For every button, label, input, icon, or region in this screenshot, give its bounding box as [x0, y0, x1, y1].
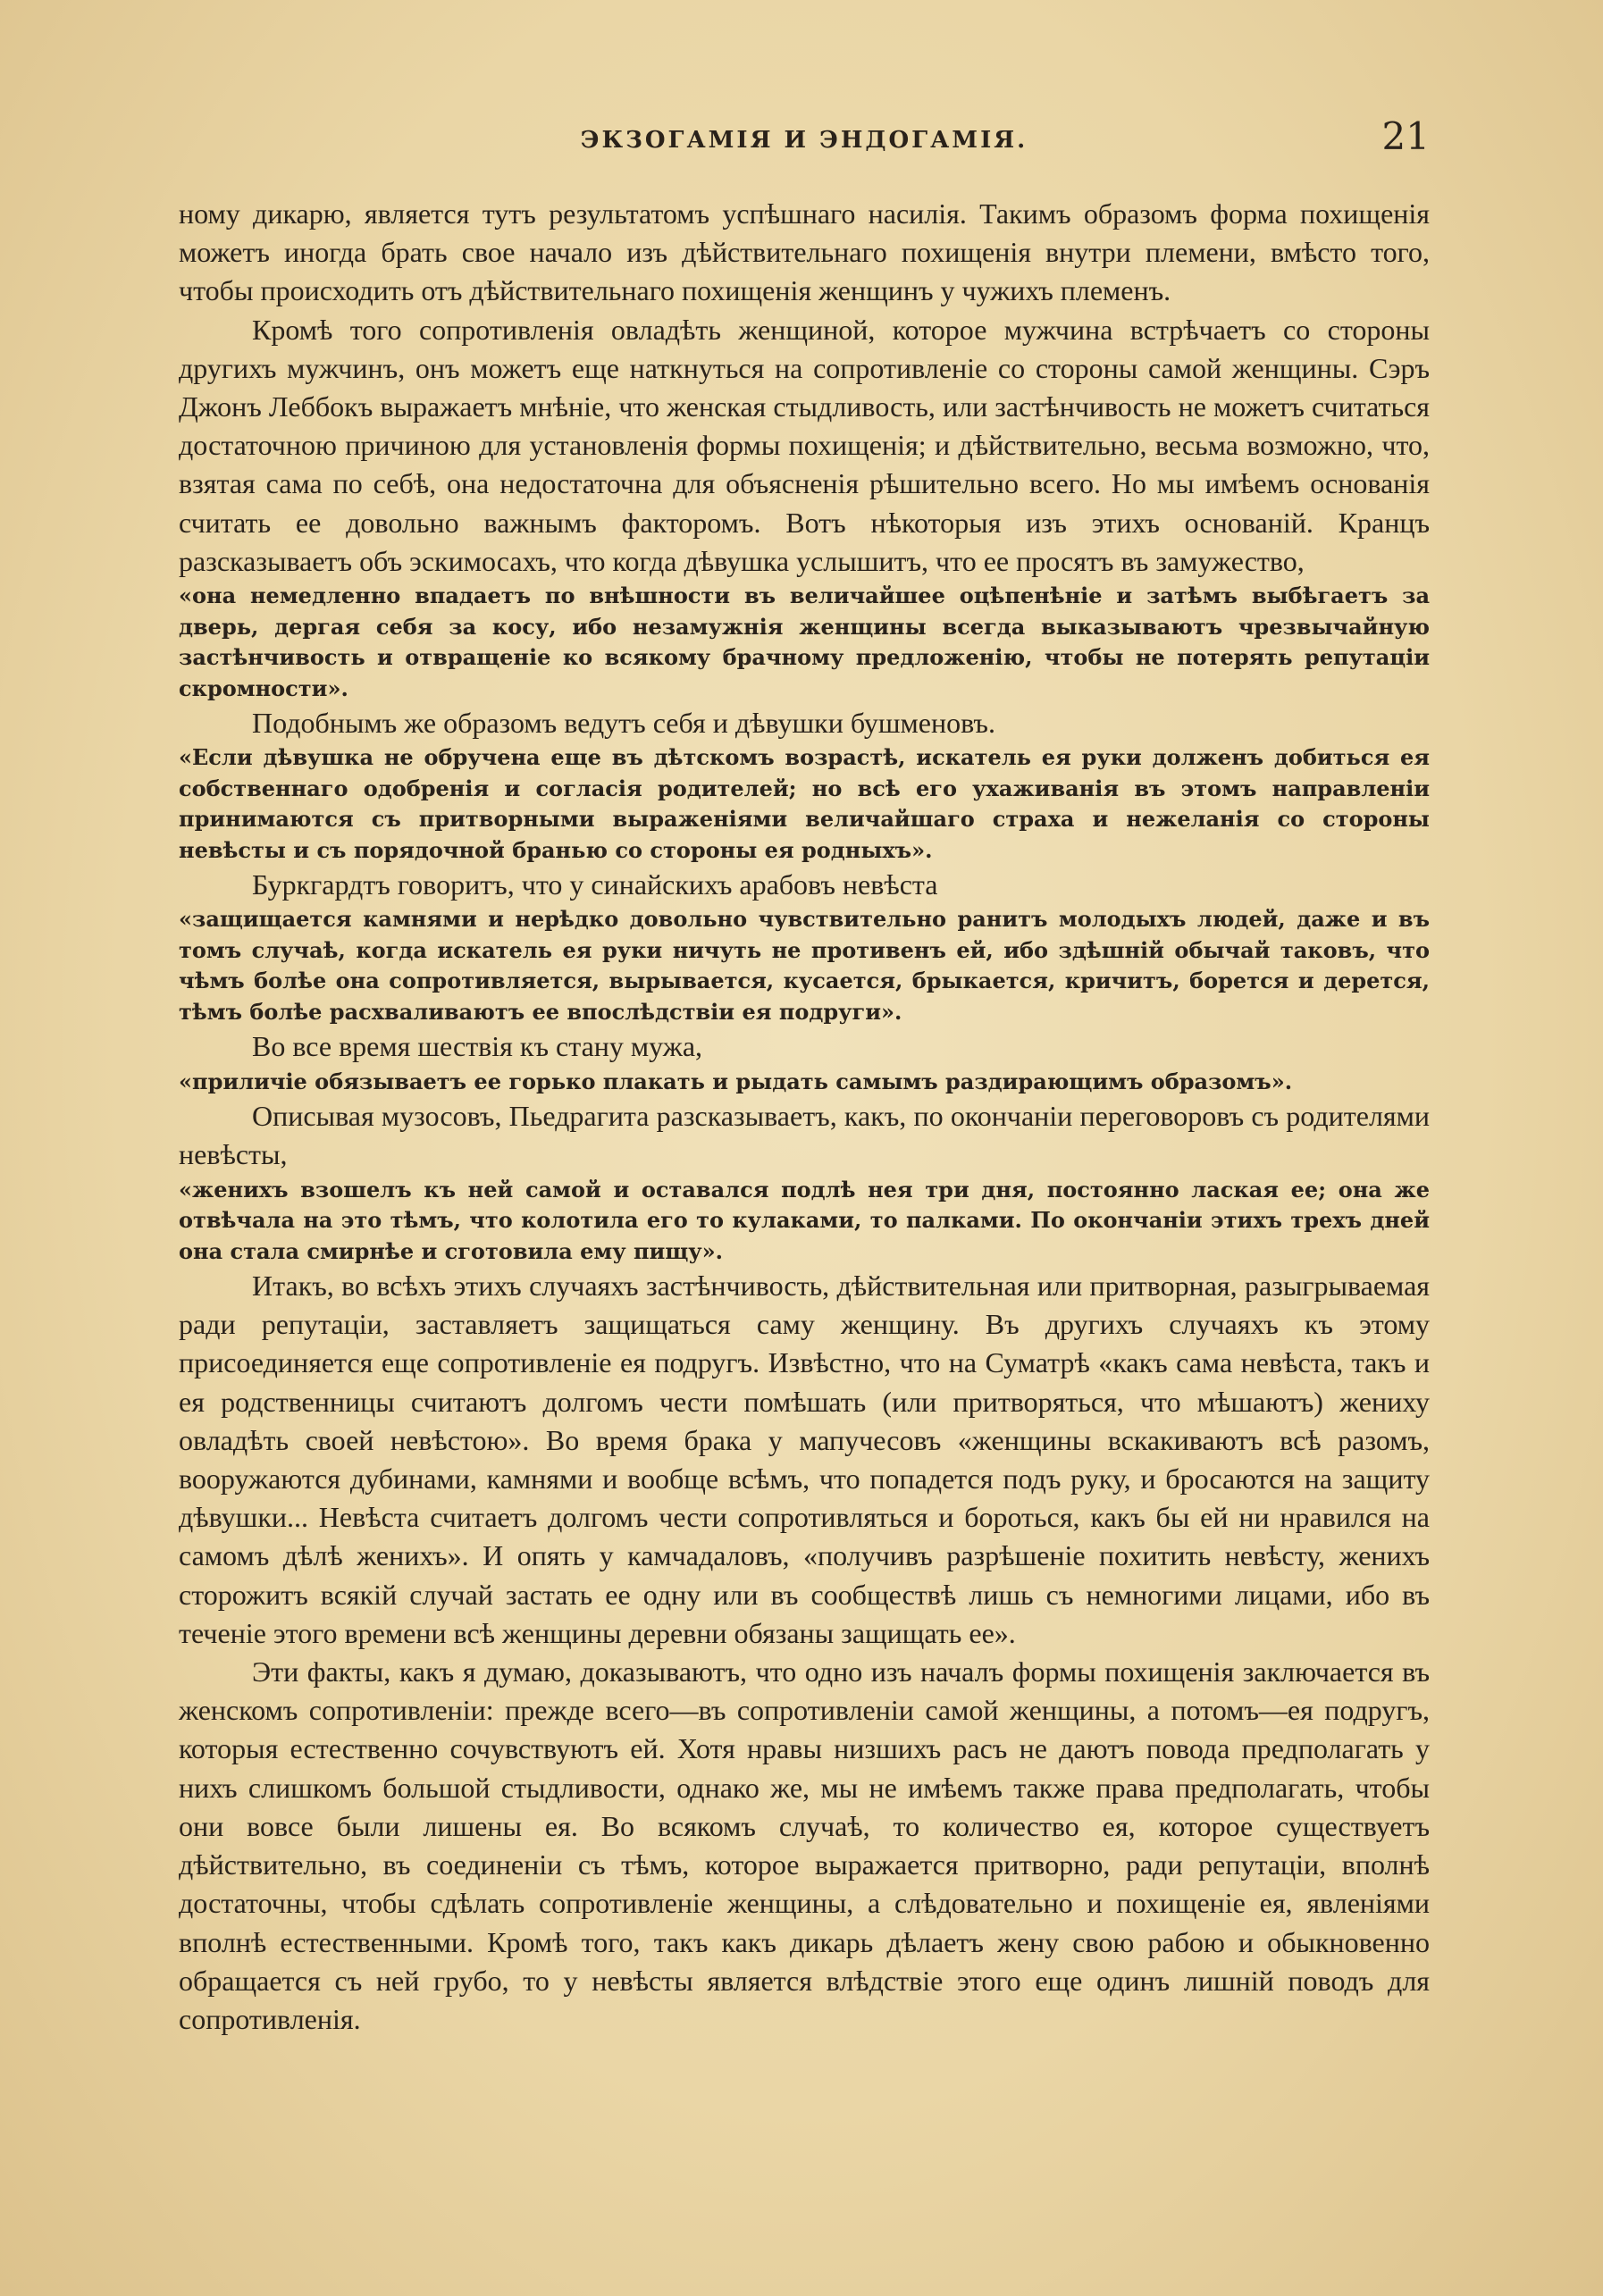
block-quote: «женихъ взошелъ къ ней самой и оставался подлѣ нея три дня, постоянно лаская ее; она же отвѣчала на это тѣмъ, что колотила его то кулаками, то палками. По окончаніи этихъ трехъ дней она стала смирнѣе и сготовила ему пищу». — [179, 1176, 1430, 1264]
paragraph: Эти факты, какъ я думаю, доказываютъ, что одно изъ началъ формы похищенія заключается въ женскомъ сопротивленіи: прежде всего—въ сопротивленіи самой женщины, а потомъ—ея подругъ, которыя естественно сочувствуютъ ей. Хотя нравы низшихъ расъ не даютъ повода предполагать у нихъ слишкомъ большой стыдливости, однако же, мы не имѣемъ также права предполагать, чтобы они вовсе были лишены ея. Во всякомъ случаѣ, то количество ея, которое существуетъ дѣйствительно, въ соединеніи съ тѣмъ, которое выражается притворно, ради репутаціи, вполнѣ достаточны, чтобы сдѣлать сопротивленіе женщины, а слѣдовательно и похищеніе ея, явленіями вполнѣ естественными. Кромѣ того, такъ какъ дикарь дѣлаетъ жену свою рабою и обыкновенно обращается съ ней грубо, то у невѣсты является влѣдствіе этого еще одинъ лишній поводъ для сопротивленія. — [179, 1655, 1430, 2035]
paragraph: ному дикарю, является тутъ результатомъ успѣшнаго насилія. Такимъ образомъ форма похищенія можетъ иногда брать свое начало изъ дѣйствительнаго похищенія внутри племени, вмѣсто того, чтобы происходить отъ дѣйствительнаго похищенія женщинъ у чужихъ племенъ. — [179, 197, 1430, 307]
paragraph: Итакъ, во всѣхъ этихъ случаяхъ застѣнчивость, дѣйствительная или притворная, разыгрываемая ради репутаціи, заставляетъ защищаться саму женщину. Въ другихъ случаяхъ къ этому присоединяется еще сопротивленіе ея подругъ. Извѣстно, что на Суматрѣ «какъ сама невѣста, такъ и ея родственницы считаютъ долгомъ чести помѣшать (или притворяться, что мѣшаютъ) жениху овладѣть своей невѣстою». Во время брака у мапучесовъ «женщины вскакиваютъ всѣ разомъ, вооружаются дубинами, камнями и вообще всѣмъ, что попадется подъ руку, и бросаются на защиту дѣвушки... Невѣста считаетъ долгомъ чести сопротивляться и бороться, какъ бы ей ни нравился на самомъ дѣлѣ женихъ». И опять у камчадаловъ, «получивъ разрѣшеніе похитить невѣсту, женихъ сторожитъ всякій случай застать ее одну или въ сообществѣ лишь съ немногими лицами, ибо въ теченіе этого времени всѣ женщины деревни обязаны защищать ее». — [179, 1270, 1430, 1649]
paragraph: Буркгардтъ говоритъ, что у синайскихъ арабовъ невѣста — [252, 868, 938, 901]
block-quote: «Если дѣвушка не обручена еще въ дѣтскомъ возрастѣ, искатель ея руки долженъ добиться ея собственнаго одобренія и согласія родителей; но всѣ его ухаживанія въ этомъ направленіи принимаются съ притворными выраженіями величайшаго страха и нежеланія со стороны невѣсты и съ порядочной бранью со стороны ея родныхъ». — [179, 744, 1430, 863]
paragraph: Подобнымъ же образомъ ведутъ себя и дѣвушки бушменовъ. — [252, 707, 995, 740]
paragraph: Кромѣ того сопротивленія овладѣть женщиной, которое мужчина встрѣчаетъ со стороны другихъ мужчинъ, онъ можетъ еще наткнуться на сопротивленіе со стороны самой женщины. Сэръ Джонъ Леббокъ выражаетъ мнѣніе, что женская стыдливость, или застѣнчивость не можетъ считаться достаточною причиною для установленія формы похищенія; и дѣйствительно, весьма возможно, что, взятая сама по себѣ, она недостаточна для объясненія рѣшительно всего. Но мы имѣемъ основанія считать ее довольно важнымъ факторомъ. Вотъ нѣкоторыя изъ этихъ основаній. Кранцъ разсказываетъ объ эскимосахъ, что когда дѣвушка услышитъ, что ее просятъ въ замужество, — [179, 313, 1430, 577]
block-quote: «защищается камнями и нерѣдко довольно чувствительно ранитъ молодыхъ людей, даже и въ томъ случаѣ, когда искатель ея руки ничуть не противенъ ей, ибо здѣшній обычай таковъ, что чѣмъ болѣе она сопротивляется, вырывается, кусается, брыкается, кричитъ, борется и дерется, тѣмъ болѣе расхваливаютъ ее впослѣдствіи ея подруги». — [179, 906, 1430, 1025]
running-head: ЭКЗОГАМІЯ И ЭНДОГАМІЯ. — [580, 127, 1028, 154]
page-number: 21 — [1381, 114, 1430, 158]
page-body — [179, 195, 1430, 2039]
block-quote: «она немедленно впадаетъ по внѣшности въ величайшее оцѣпенѣніе и затѣмъ выбѣгаетъ за дверь, дергая себя за косу, ибо незамужнія женщины всегда выказываютъ чрезвычайную застѣнчивость и отвращеніе ко всякому брачному предложенію, чтобы не потерять репутаціи скромности». — [179, 582, 1430, 701]
page-header — [179, 114, 1430, 168]
paragraph: Описывая музосовъ, Пьедрагита разсказываетъ, какъ, по окончаніи переговоровъ съ родителями невѣсты, — [179, 1100, 1430, 1171]
block-quote: «приличіе обязываетъ ее горько плакать и рыдать самымъ раздирающимъ образомъ». — [179, 1068, 1293, 1094]
paragraph: Во все время шествія къ стану мужа, — [252, 1030, 703, 1063]
